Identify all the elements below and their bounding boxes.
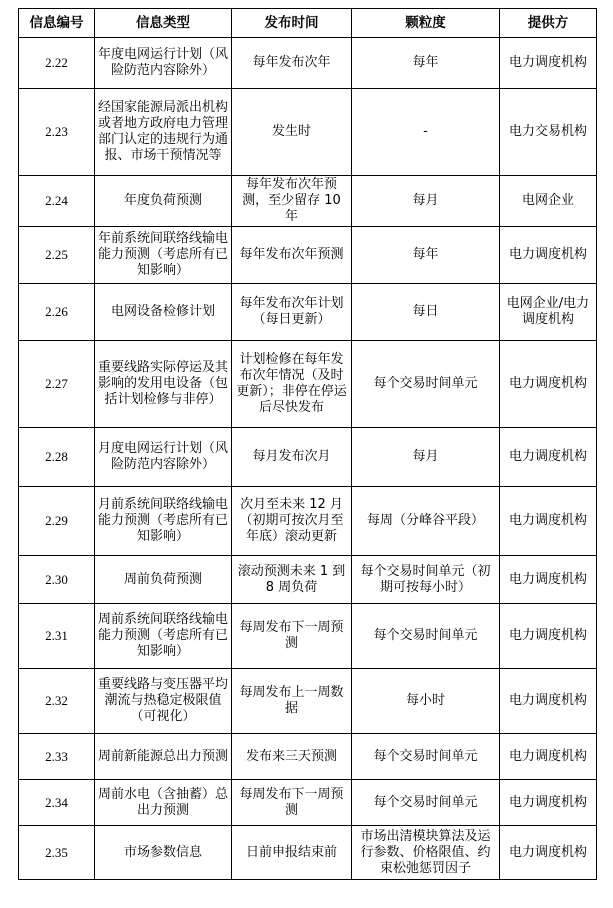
cell-provider: 电力调度机构 [500, 604, 597, 669]
header-info-type: 信息类型 [95, 9, 232, 38]
table-row [19, 780, 597, 826]
cell-granularity: 每月 [352, 428, 500, 487]
cell-granularity: 市场出清模块算法及运行参数、价格限值、约束松弛惩罚因子 [352, 826, 500, 880]
cell-granularity: 每个交易时间单元 [352, 604, 500, 669]
cell-granularity: 每月 [352, 176, 500, 227]
cell-info-type: 月度电网运行计划（风险防范内容除外） [95, 428, 232, 487]
header-info-id: 信息编号 [19, 9, 95, 38]
cell-info-id: 2.31 [19, 604, 95, 669]
cell-granularity: 每个交易时间单元（初期可按每小时） [352, 556, 500, 604]
cell-info-type: 市场参数信息 [95, 826, 232, 880]
cell-publish-time: 计划检修在每年发布次年情况（及时更新）；非停在停运后尽快发布 [232, 341, 352, 428]
cell-provider: 电力调度机构 [500, 826, 597, 880]
cell-provider: 电力调度机构 [500, 227, 597, 284]
cell-info-type: 年前系统间联络线输电能力预测（考虑所有已知影响） [95, 227, 232, 284]
cell-info-type: 周前新能源总出力预测 [95, 734, 232, 780]
cell-publish-time: 每周发布上一周数据 [232, 669, 352, 734]
cell-info-type: 重要线路与变压器平均潮流与热稳定极限值（可视化） [95, 669, 232, 734]
cell-provider: 电力调度机构 [500, 341, 597, 428]
table-header-row [19, 9, 597, 38]
cell-publish-time: 滚动预测未来 1 到 8 周负荷 [232, 556, 352, 604]
table-row [19, 487, 597, 556]
cell-info-id: 2.34 [19, 780, 95, 826]
cell-info-type: 月前系统间联络线输电能力预测（考虑所有已知影响） [95, 487, 232, 556]
cell-publish-time: 日前申报结束前 [232, 826, 352, 880]
info-disclosure-table [18, 8, 597, 880]
table-row [19, 38, 597, 89]
cell-provider: 电力调度机构 [500, 734, 597, 780]
cell-info-type: 周前水电（含抽蓄）总出力预测 [95, 780, 232, 826]
cell-provider: 电网企业 [500, 176, 597, 227]
header-granularity: 颗粒度 [352, 9, 500, 38]
cell-info-type: 周前系统间联络线输电能力预测（考虑所有已知影响） [95, 604, 232, 669]
cell-provider: 电力调度机构 [500, 428, 597, 487]
cell-info-id: 2.32 [19, 669, 95, 734]
table-row [19, 341, 597, 428]
cell-granularity: 每周（分峰谷平段） [352, 487, 500, 556]
cell-granularity: 每年 [352, 227, 500, 284]
cell-provider: 电力调度机构 [500, 780, 597, 826]
cell-info-type: 电网设备检修计划 [95, 284, 232, 341]
table-row [19, 604, 597, 669]
cell-granularity: 每个交易时间单元 [352, 341, 500, 428]
cell-publish-time: 每月发布次月 [232, 428, 352, 487]
cell-publish-time: 每年发布次年预测，至少留存 10 年 [232, 176, 352, 227]
header-provider: 提供方 [500, 9, 597, 38]
table-row [19, 734, 597, 780]
cell-info-id: 2.28 [19, 428, 95, 487]
cell-provider: 电力交易机构 [500, 89, 597, 176]
cell-publish-time: 次月至未来 12 月（初期可按次月至年底）滚动更新 [232, 487, 352, 556]
cell-info-type: 重要线路实际停运及其影响的发用电设备（包括计划检修与非停） [95, 341, 232, 428]
cell-info-type: 年度电网运行计划（风险防范内容除外） [95, 38, 232, 89]
cell-granularity: - [352, 89, 500, 176]
cell-info-type: 周前负荷预测 [95, 556, 232, 604]
cell-info-id: 2.33 [19, 734, 95, 780]
table-row [19, 826, 597, 880]
cell-info-id: 2.23 [19, 89, 95, 176]
cell-granularity: 每小时 [352, 669, 500, 734]
cell-info-id: 2.22 [19, 38, 95, 89]
header-publish-time: 发布时间 [232, 9, 352, 38]
table-row [19, 284, 597, 341]
cell-info-id: 2.27 [19, 341, 95, 428]
table-row [19, 556, 597, 604]
cell-publish-time: 每年发布次年 [232, 38, 352, 89]
cell-provider: 电力调度机构 [500, 669, 597, 734]
cell-info-type: 年度负荷预测 [95, 176, 232, 227]
cell-info-id: 2.24 [19, 176, 95, 227]
cell-info-id: 2.30 [19, 556, 95, 604]
cell-info-id: 2.25 [19, 227, 95, 284]
cell-info-id: 2.29 [19, 487, 95, 556]
cell-publish-time: 每年发布次年计划（每日更新） [232, 284, 352, 341]
table-row [19, 428, 597, 487]
cell-granularity: 每个交易时间单元 [352, 780, 500, 826]
cell-info-id: 2.35 [19, 826, 95, 880]
cell-publish-time: 每周发布下一周预测 [232, 780, 352, 826]
table-row [19, 176, 597, 227]
table-row [19, 227, 597, 284]
cell-publish-time: 发布来三天预测 [232, 734, 352, 780]
cell-info-type: 经国家能源局派出机构或者地方政府电力管理部门认定的违规行为通报、市场干预情况等 [95, 89, 232, 176]
cell-granularity: 每日 [352, 284, 500, 341]
cell-publish-time: 每周发布下一周预测 [232, 604, 352, 669]
cell-provider: 电力调度机构 [500, 556, 597, 604]
cell-granularity: 每个交易时间单元 [352, 734, 500, 780]
table-row [19, 89, 597, 176]
cell-provider: 电力调度机构 [500, 38, 597, 89]
cell-info-id: 2.26 [19, 284, 95, 341]
cell-provider: 电网企业/电力调度机构 [500, 284, 597, 341]
cell-provider: 电力调度机构 [500, 487, 597, 556]
table-row [19, 669, 597, 734]
cell-granularity: 每年 [352, 38, 500, 89]
cell-publish-time: 每年发布次年预测 [232, 227, 352, 284]
cell-publish-time: 发生时 [232, 89, 352, 176]
